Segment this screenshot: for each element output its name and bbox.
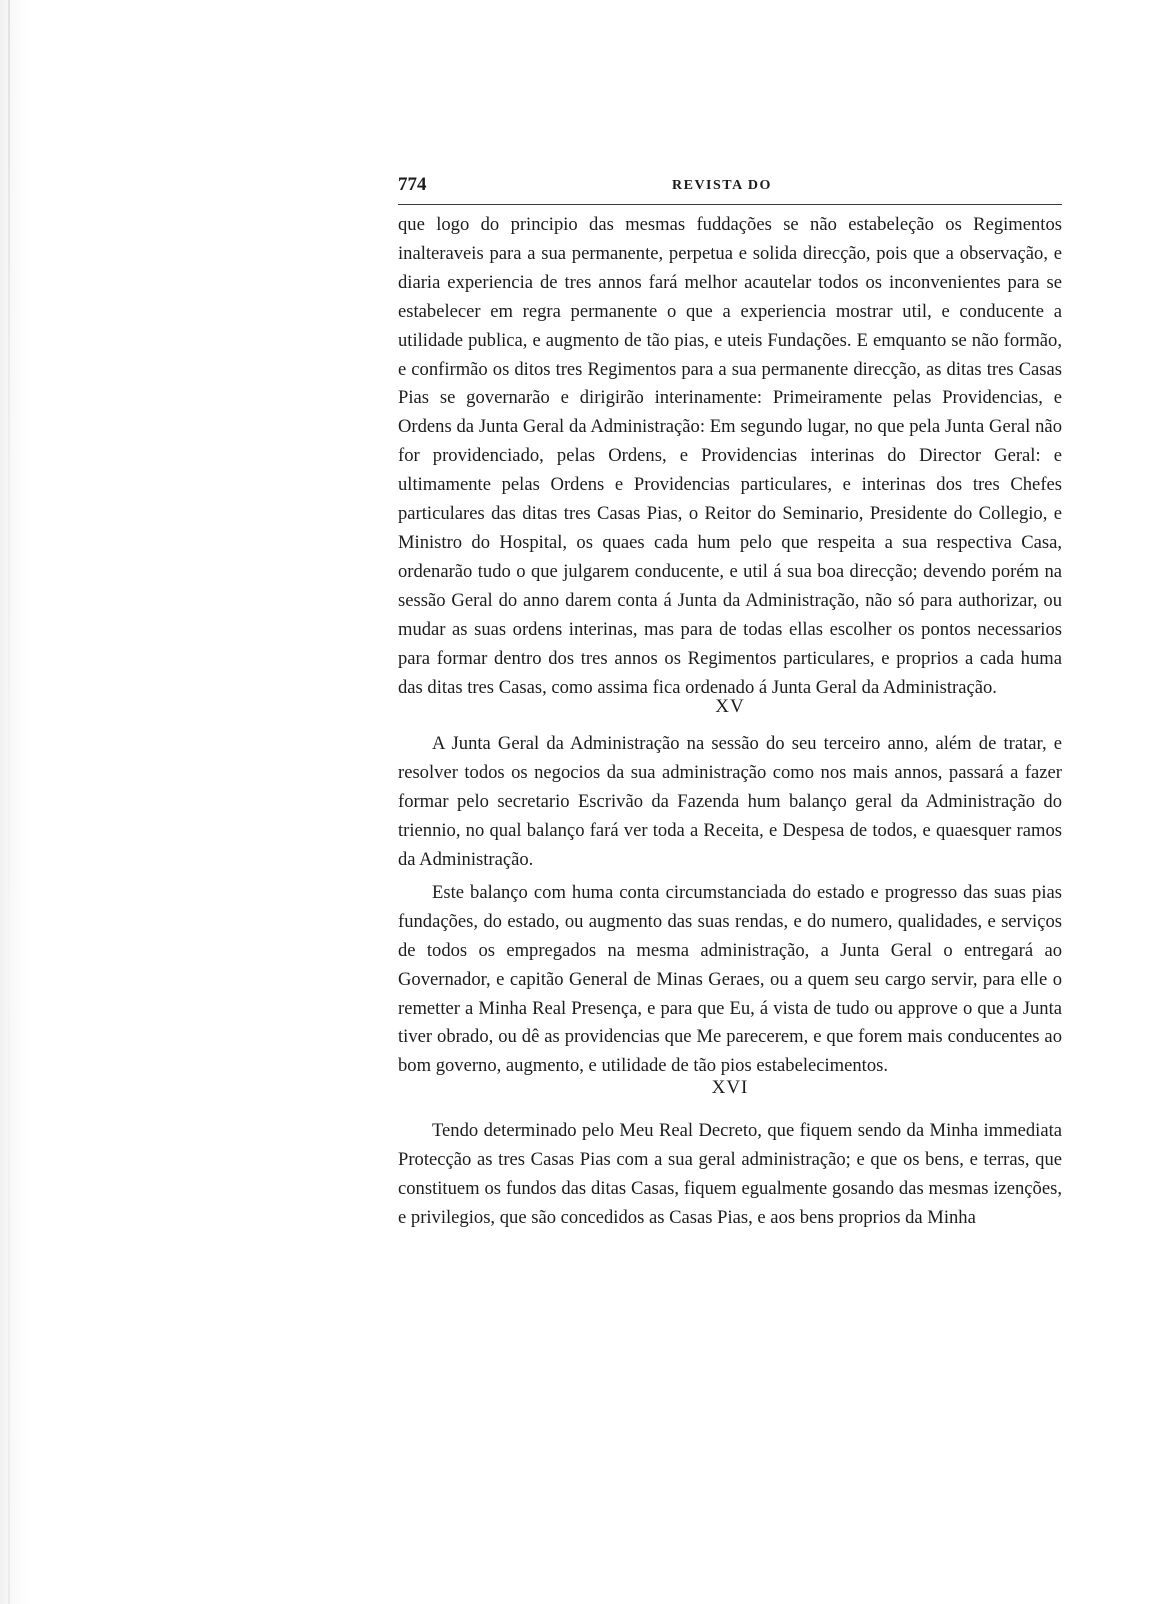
running-header [398,170,1062,204]
section-heading-xv: XV [715,696,745,718]
header-rule [398,204,1062,205]
paragraph-xv-second: Este balanço com huma conta circumstanciada do estado e progresso das suas pias fundações, do estado, ou augmento das suas rendas, e do numero, qualidades, e serviços de todos os empregados na mesma administração, a Junta Geral o entregará ao Governador, e capitão General de Minas Geraes, ou a quem seu cargo servir, para elle o remetter a Minha Real Presença, e para que Eu, á vista de tudo ou approve o que a Junta tiver obrado, ou dê as providencias que Me parecerem, e que forem mais conducentes ao bom governo, augmento, e utilidade de tão pios estabelecimentos. [398,881,1062,1077]
paragraph-continued: que logo do principio das mesmas fuddações se não estabeleção os Regimentos inalteraveis para a sua permanente, perpetua e solida direcção, pois que a observação, e diaria experiencia de tres annos fará melhor acautelar todos os inconvenientes para se estabelecer em regra permanente o que a experiencia mostrar util, e conducente a utilidade publica, e augmento de tão pias, e uteis Fundações. E emquanto se não formão, e confirmão os ditos tres Regimentos para a sua permanente direcção, as ditas tres Casas Pias se governarão e dirigirão interinamente: Primeiramente pelas Providencias, e Ordens da Junta Geral da Administração: Em segundo lugar, no que pela Junta Geral não for providenciado, pelas Ordens, e Providencias interinas do Director Geral: e ultimamente pelas Ordens e Providencias particulares, e interinas dos tres Chefes particulares das ditas tres Casas Pias, o Reitor do Seminario, Presidente do Collegio, e Ministro do Hospital, os quaes cada hum pelo que respeita a sua respectiva Casa, ordenarão tudo o que julgarem conducente, e util á sua boa direcção; devendo porém na sessão Geral do anno darem conta á Junta da Administração, não só para authorizar, ou mudar as suas ordens interinas, mas para de todas ellas escolher os pontos necessarios para formar dentro dos tres annos os Regimentos particulares, e proprios a cada huma das ditas tres Casas, como assima fica ordenado á Junta Geral da Administração. [398,214,1062,698]
scan-binding-line [8,0,10,1604]
paragraph-xv-first: A Junta Geral da Administração na sessão do seu terceiro anno, além de tratar, e resolver todos os negocios da sua administração como nos mais annos, passará a fazer formar pelo secretario Escrivão da Fazenda hum balanço geral da Administração do triennio, no qual balanço fará ver toda a Receita, e Despesa de todos, e quaesquer ramos da Administração. [398,733,1062,871]
page-number: 774 [398,174,427,195]
scan-margin-shadow [0,0,30,1604]
running-title: REVISTA DO [672,178,772,193]
paragraph-xvi-first: Tendo determinado pelo Meu Real Decreto, que fiquem sendo da Minha immediata Protecção as tres Casas Pias com a sua geral administração; e que os bens, e terras, que constituem os fundos das ditas Casas, fiquem egualmente gosando das mesmas izenções, e privilegios, que são concedidos as Casas Pias, e aos bens proprios da Minha [398,1120,1062,1228]
document-page [398,170,1062,1233]
section-heading-xvi: XVI [711,1077,749,1099]
